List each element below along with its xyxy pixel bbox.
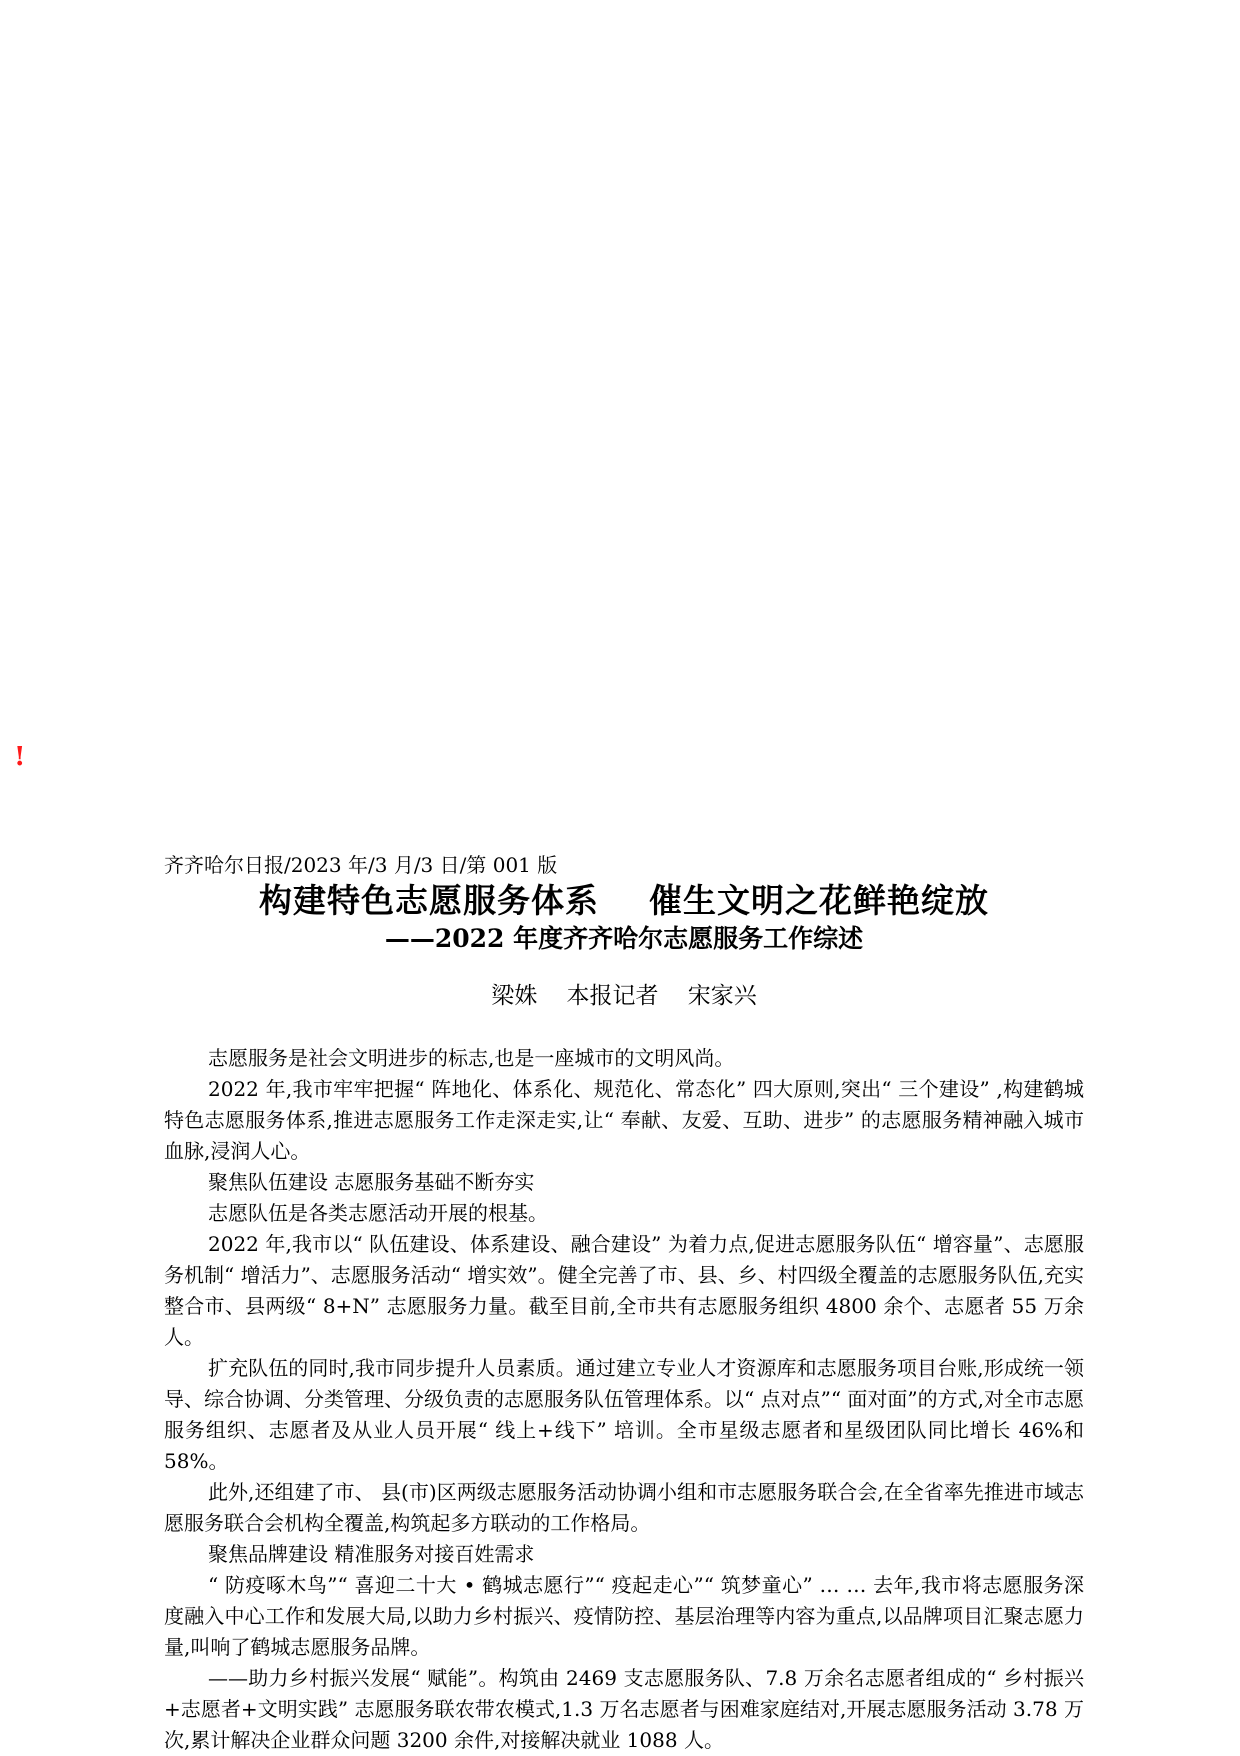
paragraph: 此外,还组建了市、 县(市)区两级志愿服务活动协调小组和市志愿服务联合会,在全省率先推进市域志愿服务联合会机构全覆盖,构筑起多方联动的工作格局。 [164,1480,1084,1535]
byline: 梁姝 本报记者 宋家兴 [491,983,757,1009]
red-exclamation-mark: ! [14,742,26,772]
article-subtitle: ——2022 年度齐齐哈尔志愿服务工作综述 [384,924,864,953]
paragraph: 2022 年,我市以“ 队伍建设、体系建设、融合建设” 为着力点,促进志愿服务队伍“ 增容量”、志愿服务机制“ 增活力”、志愿服务活动“ 增实效”。健全完善了市、县、乡、村四级全覆盖的志愿服务队伍,充实整合市、县两级“ 8+N” 志愿服务力量。截至目前,全市共有志愿服务组织 4800 余个、志愿者 55 万余人。 [164,1232,1084,1349]
article-title: 构建特色志愿服务体系 催生文明之花鲜艳绽放 [259,881,989,920]
paragraph: “ 防疫啄木鸟”“ 喜迎二十大 • 鹤城志愿行”“ 疫起走心”“ 筑梦童心” … … 去年,我市将志愿服务深度融入中心工作和发展大局,以助力乡村振兴、疫情防控、基层治理等内容为重点,以品牌项目汇聚志愿力量,叫响了鹤城志愿服务品牌。 [164,1573,1084,1659]
section-heading: 聚焦品牌建设 精准服务对接百姓需求 [208,1542,535,1566]
source-line: 齐齐哈尔日报/2023 年/3 月/3 日/第 001 版 [164,853,558,877]
paragraph: ——助力乡村振兴发展“ 赋能”。构筑由 2469 支志愿服务队、7.8 万余名志愿者组成的“ 乡村振兴+志愿者+文明实践” 志愿服务联农带农模式,1.3 万名志愿者与困难家庭结对,开展志愿服务活动 3.78 万次,累计解决企业群众问题 3200 余件,对接解决就业 1088 人。 [164,1666,1084,1752]
article-body [164,1043,1084,1756]
paragraph: 志愿队伍是各类志愿活动开展的根基。 [208,1201,548,1225]
paragraph: 志愿服务是社会文明进步的标志,也是一座城市的文明风尚。 [208,1046,735,1070]
section-heading: 聚焦队伍建设 志愿服务基础不断夯实 [208,1170,535,1194]
paragraph: 扩充队伍的同时,我市同步提升人员素质。通过建立专业人才资源库和志愿服务项目台账,形成统一领导、综合协调、分类管理、分级负责的志愿服务队伍管理体系。以“ 点对点”“ 面对面”的方式,对全市志愿服务组织、志愿者及从业人员开展“ 线上+线下” 培训。全市星级志愿者和星级团队同比增长 46%和 58%。 [164,1356,1084,1473]
paragraph: 2022 年,我市牢牢把握“ 阵地化、体系化、规范化、常态化” 四大原则,突出“ 三个建设” ,构建鹤城特色志愿服务体系,推进志愿服务工作走深走实,让“ 奉献、友爱、互助、进步” 的志愿服务精神融入城市血脉,浸润人心。 [164,1077,1084,1163]
